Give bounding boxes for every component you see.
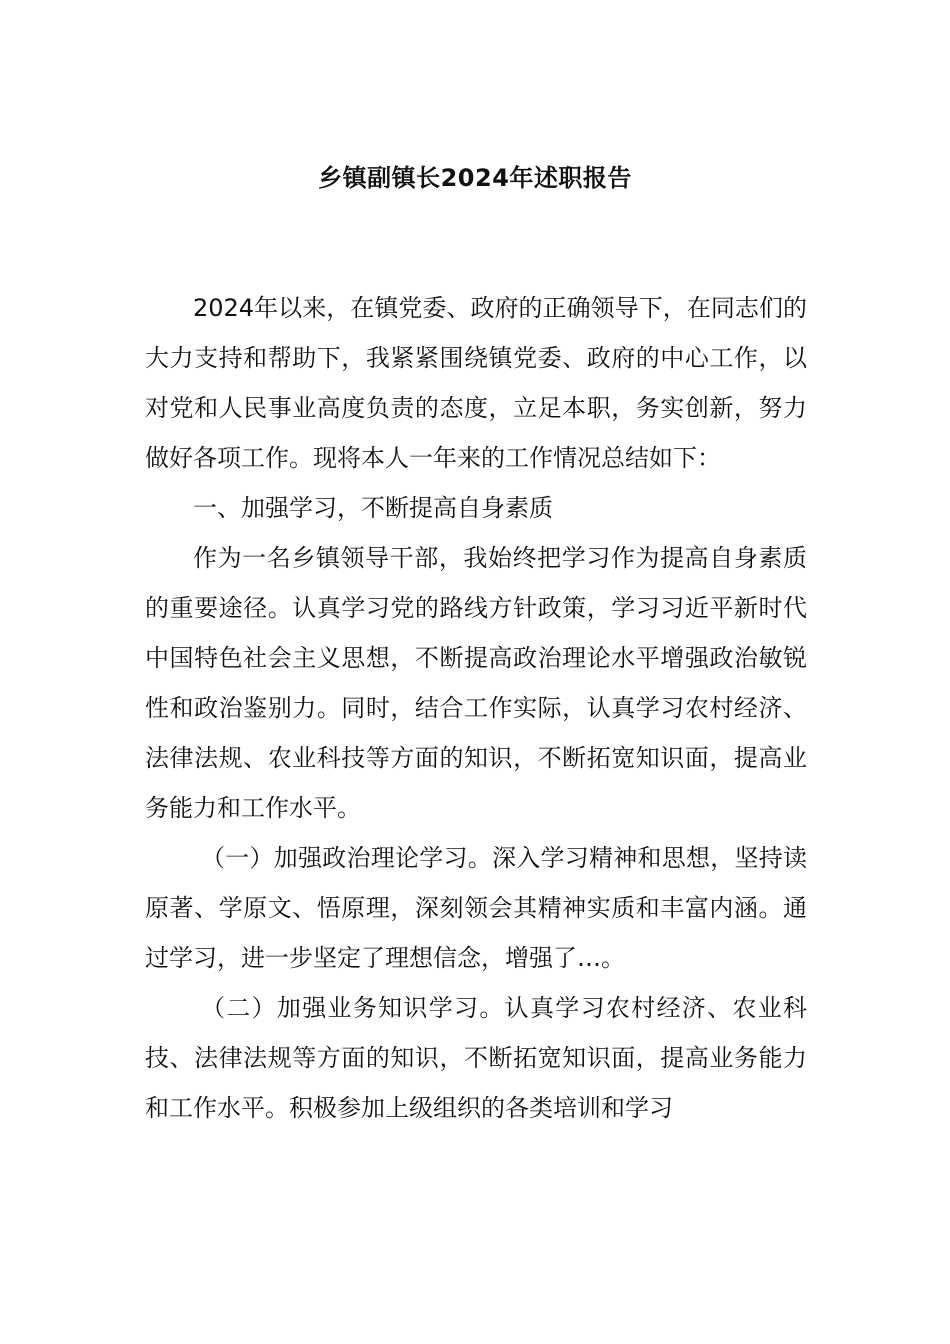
document-body [145,283,807,1133]
paragraph-section-1: 作为一名乡镇领导干部，我始终把学习作为提高自身素质的重要途径。认真学习党的路线方针政策，学习习近平新时代中国特色社会主义思想，不断提高政治理论水平增强政治敏锐性和政治鉴别力。同时，结合工作实际，认真学习农村经济、法律法规、农业科技等方面的知识，不断拓宽知识面，提高业务能力和工作水平。 [145,544,807,822]
paragraph-intro: 2024年以来，在镇党委、政府的正确领导下，在同志们的大力支持和帮助下，我紧紧围绕镇党委、政府的中心工作，以对党和人民事业高度负责的态度，立足本职，务实创新，努力做好各项工作。现将本人一年来的工作情况总结如下： [145,294,807,472]
section-heading-1: 一、加强学习，不断提高自身素质 [193,494,553,522]
document-title: 乡镇副镇长2024年述职报告 [318,164,632,192]
paragraph-subsection-2: （二）加强业务知识学习。认真学习农村经济、农业科技、法律法规等方面的知识，不断拓宽知识面，提高业务能力和工作水平。积极参加上级组织的各类培训和学习 [145,994,807,1122]
paragraph-subsection-1: （一）加强政治理论学习。深入学习精神和思想，坚持读原著、学原文、悟原理，深刻领会其精神实质和丰富内涵。通过学习，进一步坚定了理想信念，增强了…。 [145,844,807,972]
